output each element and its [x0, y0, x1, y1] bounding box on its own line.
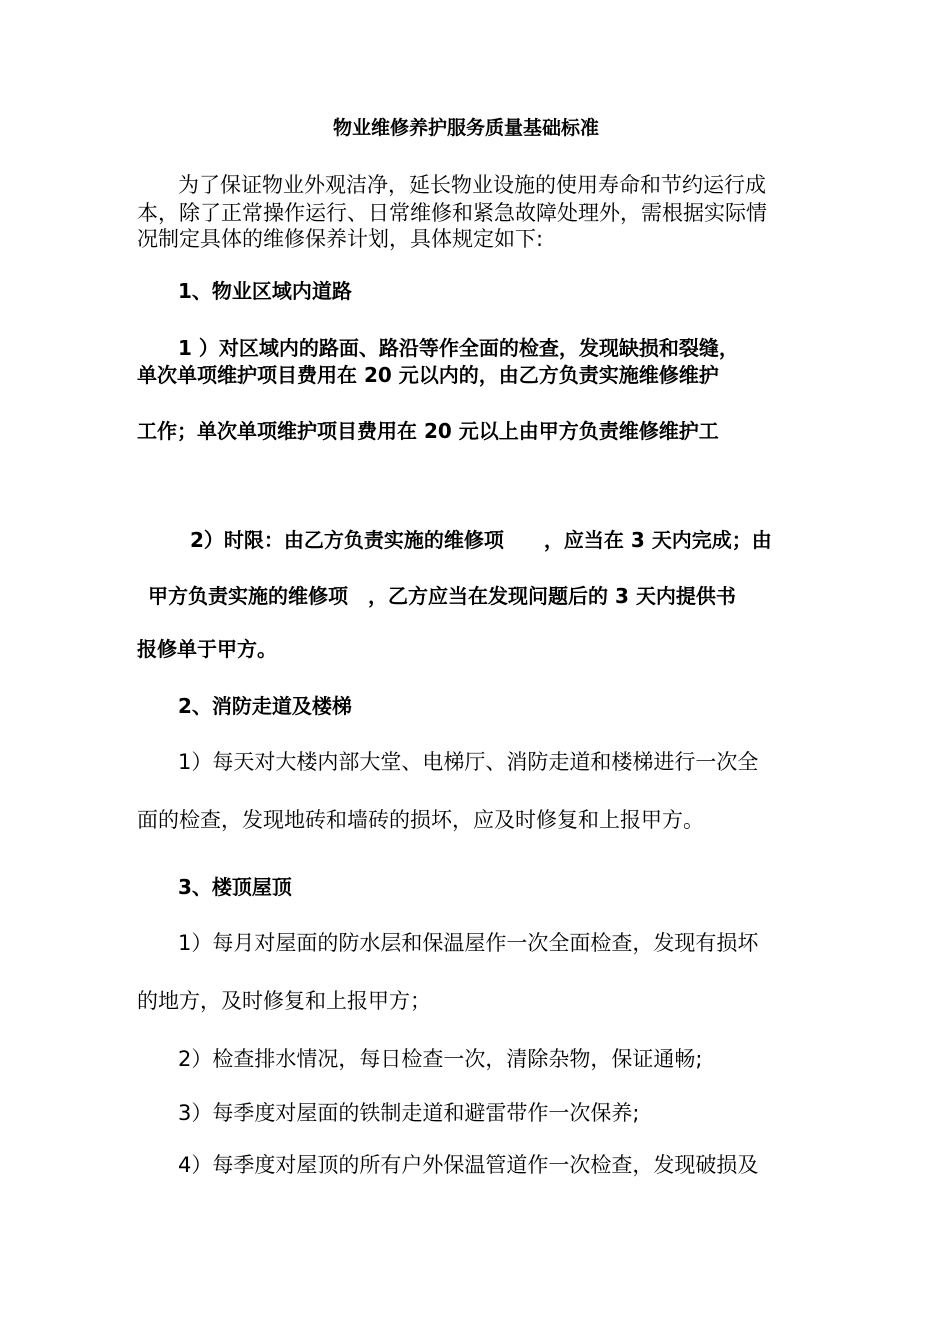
section-3-item-4: 4）每季度对屋顶的所有户外保温管道作一次检查，发现破损及	[178, 1153, 759, 1177]
section-1-item-1-line-1: 1 ）对区域内的路面、路沿等作全面的检查，发现缺损和裂缝，	[178, 336, 739, 360]
section-1-item-1-line-3: 工作；单次单项维护项目费用在 20 元以上由甲方负责维修维护工	[137, 419, 719, 443]
section-3-item-1-line-1: 1）每月对屋面的防水层和保温屋作一次全面检查，发现有损坏	[178, 931, 759, 955]
section-1-item-2-line-2: 甲方负责实施的维修项 ，乙方应当在发现问题后的 3 天内提供书	[148, 584, 736, 608]
section-3-item-3: 3）每季度对屋面的铁制走道和避雷带作一次保养;	[178, 1101, 640, 1125]
section-3-item-2: 2）检查排水情况，每日检查一次，清除杂物，保证通畅;	[178, 1047, 703, 1071]
intro-line-3: 况制定具体的维修保养计划，具体规定如下:	[137, 227, 544, 251]
section-1-heading: 1、物业区域内道路	[178, 279, 352, 303]
section-1-item-2-line-3: 报修单于甲方。	[137, 637, 277, 661]
document-title: 物业维修养护服务质量基础标准	[333, 117, 600, 139]
section-2-heading: 2、消防走道及楼梯	[178, 694, 352, 718]
section-2-item-1-line-2: 面的检查，发现地砖和墙砖的损坏，应及时修复和上报甲方。	[137, 808, 704, 832]
section-1-item-2-line-1: 2）时限：由乙方负责实施的维修项 ，应当在 3 天内完成；由	[190, 528, 772, 552]
section-3-item-1-line-2: 的地方，及时修复和上报甲方；	[137, 989, 431, 1013]
section-3-heading: 3、楼顶屋顶	[178, 875, 292, 899]
section-1-item-1-line-2: 单次单项维护项目费用在 20 元以内的，由乙方负责实施维修维护	[137, 363, 719, 387]
section-2-item-1-line-1: 1）每天对大楼内部大堂、电梯厅、消防走道和楼梯进行一次全	[178, 750, 759, 774]
intro-line-2: 本，除了正常操作运行、日常维修和紧急故障处理外，需根据实际情	[137, 201, 767, 225]
intro-line-1: 为了保证物业外观洁净，延长物业设施的使用寿命和节约运行成	[178, 173, 766, 197]
